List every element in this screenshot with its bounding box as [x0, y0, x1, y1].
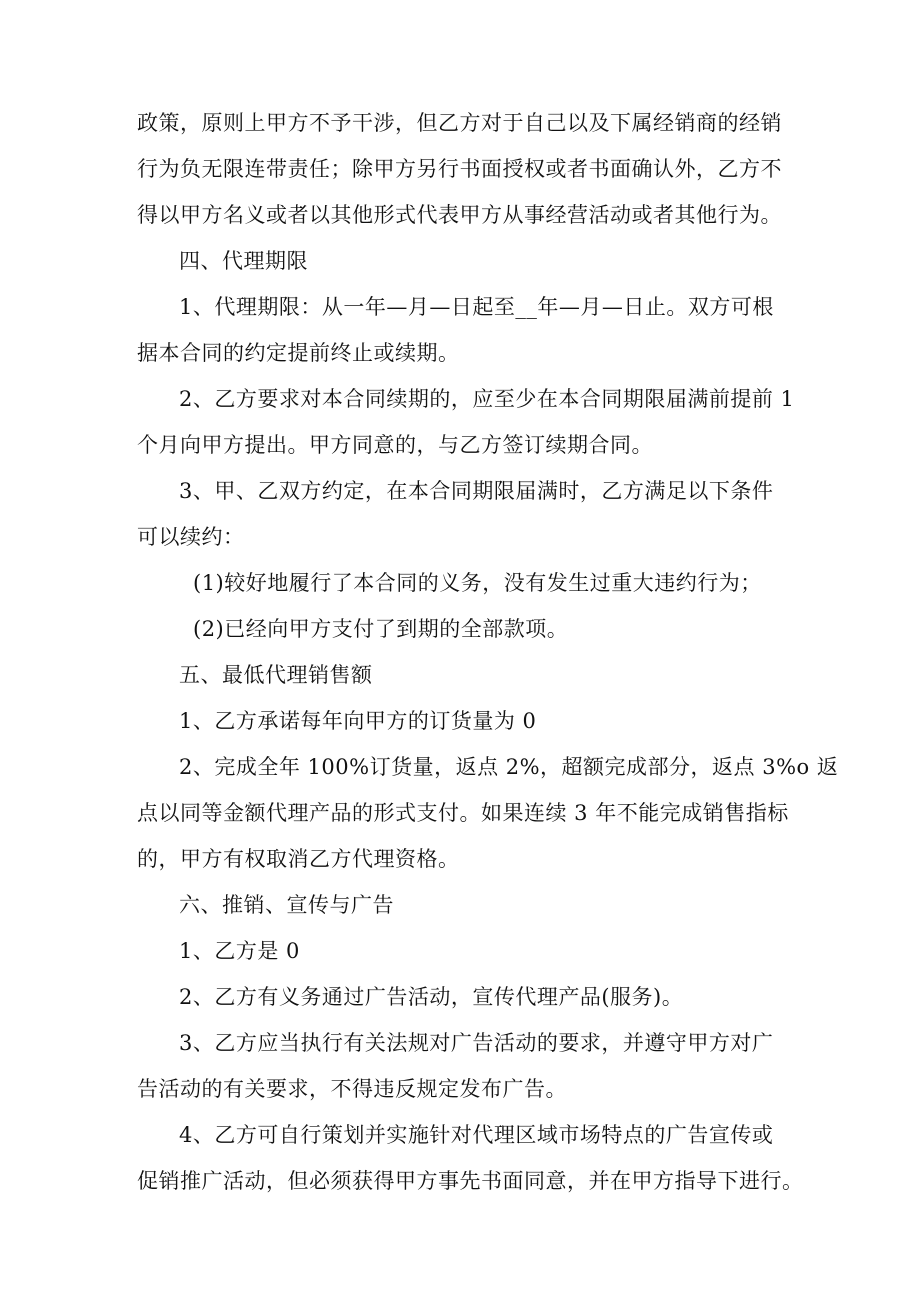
text-line: 点以同等金额代理产品的形式支付。如果连续 3 年不能完成销售指标 [137, 801, 789, 825]
section-heading: 五、最低代理销售额 [179, 663, 373, 687]
text-line: 个月向甲方提出。甲方同意的，与乙方签订续期合同。 [137, 433, 653, 457]
text-line: 的，甲方有权取消乙方代理资格。 [137, 847, 460, 871]
text-line: 3、甲、乙双方约定，在本合同期限届满时，乙方满足以下条件 [179, 479, 774, 503]
list-item: (1)较好地履行了本合同的义务，没有发生过重大违约行为； [193, 571, 762, 595]
text-line: 告活动的有关要求，不得违反规定发布广告。 [137, 1077, 567, 1101]
text-line: 行为负无限连带责任；除甲方另行书面授权或者书面确认外，乙方不 [137, 157, 782, 181]
text-line: 促销推广活动，但必须获得甲方事先书面同意，并在甲方指导下进行。 [137, 1169, 804, 1193]
text-line: 2、乙方要求对本合同续期的，应至少在本合同期限届满前提前 1 [179, 387, 795, 411]
text-line: 政策，原则上甲方不予干涉，但乙方对于自己以及下属经销商的经销 [137, 111, 782, 135]
section-heading: 六、推销、宣传与广告 [179, 893, 394, 917]
list-item: (2)已经向甲方支付了到期的全部款项。 [193, 617, 569, 641]
text-line: 据本合同的约定提前终止或续期。 [137, 341, 460, 365]
text-line: 1、代理期限：从一年—月—日起至__年—月—日止。双方可根 [179, 295, 774, 319]
text-line: 可以续约： [137, 525, 245, 549]
text-line: 2、完成全年 100%订货量，返点 2%，超额完成部分，返点 3%o 返 [179, 755, 839, 779]
text-line: 3、乙方应当执行有关法规对广告活动的要求，并遵守甲方对广 [179, 1031, 774, 1055]
document-body [137, 100, 839, 1204]
text-line: 1、乙方承诺每年向甲方的订货量为 0 [179, 709, 537, 733]
text-line: 2、乙方有义务通过广告活动，宣传代理产品(服务)。 [179, 985, 684, 1009]
text-line: 1、乙方是 0 [179, 939, 300, 963]
text-line: 得以甲方名义或者以其他形式代表甲方从事经营活动或者其他行为。 [137, 203, 782, 227]
section-heading: 四、代理期限 [179, 249, 308, 273]
text-line: 4、乙方可自行策划并实施针对代理区域市场特点的广告宣传或 [179, 1123, 774, 1147]
